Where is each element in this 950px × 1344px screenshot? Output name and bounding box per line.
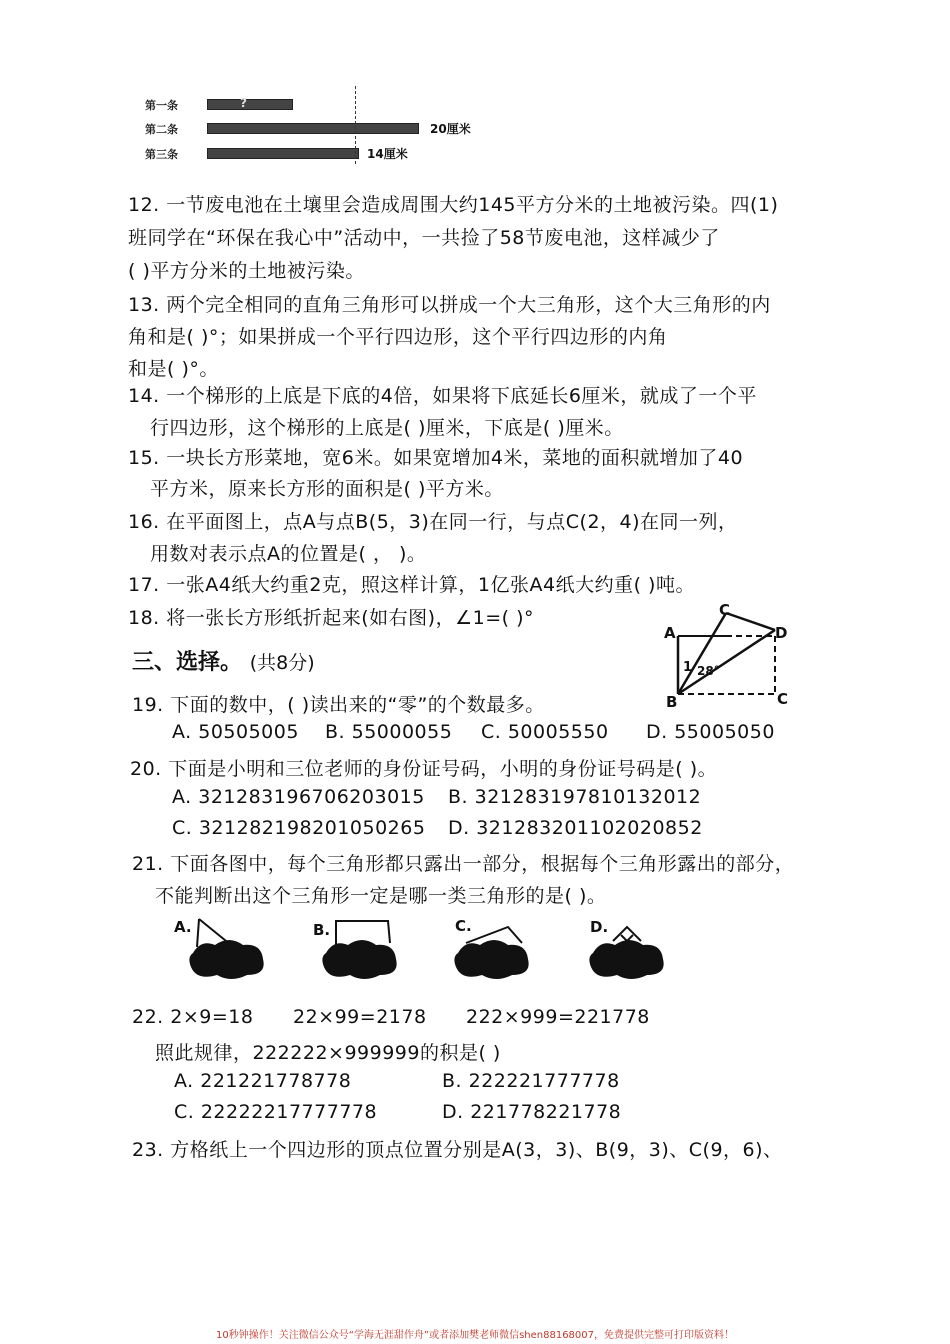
q21-fig-label-a: A. <box>174 918 192 936</box>
section3-heading <box>132 645 315 676</box>
q12-line2: 班同学在“环保在我心中”活动中，一共捡了58节废电池，这样减少了 <box>128 227 720 249</box>
bar-2-value: 20厘米 <box>430 122 471 136</box>
fold-label-a: A <box>664 624 676 642</box>
q21-line1: 21. 下面各图中，每个三角形都只露出一部分，根据每个三角形露出的部分， <box>132 853 795 875</box>
bar-label-1: 第一条 <box>145 99 178 112</box>
q22-option-a: A. 221221778778 <box>174 1070 352 1092</box>
bar-2 <box>207 123 419 134</box>
fold-label-c-bottom: C <box>777 690 789 708</box>
q22-example-3: 222×999=221778 <box>466 1006 650 1028</box>
q16-line2: 用数对表示点A的位置是( ， )。 <box>150 543 427 565</box>
q18: 18. 将一张长方形纸折起来(如右图)，∠1=( )° <box>128 607 534 629</box>
q14-line2: 行四边形，这个梯形的上底是( )厘米，下底是( )厘米。 <box>150 417 624 439</box>
q22-example-1: 22. 2×9=18 <box>132 1006 254 1028</box>
fold-angle-1: 1 <box>683 660 693 675</box>
q19-option-b: B. 55000055 <box>325 721 453 743</box>
q20-option-d: D. 321283201102020852 <box>448 817 703 839</box>
q22-option-c: C. 22222217777778 <box>174 1101 378 1123</box>
q12-line1: 12. 一节废电池在土壤里会造成周围大约145平方分米的土地被污染。四(1) <box>128 194 779 216</box>
q19-stem: 19. 下面的数中，( )读出来的“零”的个数最多。 <box>132 694 545 716</box>
bar-3-value: 14厘米 <box>367 147 408 161</box>
q22-stem: 照此规律，222222×999999的积是( ) <box>155 1042 501 1064</box>
fold-label-b: B <box>666 693 678 711</box>
q14-line1: 14. 一个梯形的上底是下底的4倍，如果将下底延长6厘米，就成了一个平 <box>128 385 757 407</box>
footer-note: 10秒钟操作！关注微信公众号“学海无涯甜作舟”或者添加樊老师微信shen88168007，免费提供完整可打印版资料！ <box>215 1330 735 1341</box>
fold-label-c-top: C <box>719 601 731 619</box>
q21-fig-c <box>450 915 535 985</box>
q19-option-c: C. 50005550 <box>481 721 609 743</box>
fold-angle-28: 28° <box>697 664 720 678</box>
q21-line2: 不能判断出这个三角形一定是哪一类三角形的是( )。 <box>155 885 607 907</box>
q17: 17. 一张A4纸大约重2克，照这样计算，1亿张A4纸大约重( )吨。 <box>128 574 695 596</box>
q15-line2: 平方米，原来长方形的面积是( )平方米。 <box>150 478 504 500</box>
bar-1 <box>207 99 293 110</box>
q13-line3: 和是( )°。 <box>128 358 219 380</box>
bar-1-value: ? <box>240 96 247 110</box>
section3-score: (共8分) <box>249 652 315 674</box>
q21-fig-label-c: C. <box>455 917 472 935</box>
fold-label-d: D <box>775 624 788 642</box>
q22-option-d: D. 221778221778 <box>442 1101 622 1123</box>
q19-option-d: D. 55005050 <box>646 721 775 743</box>
q15-line1: 15. 一块长方形菜地，宽6米。如果宽增加4米，菜地的面积就增加了40 <box>128 447 744 469</box>
q20-stem: 20. 下面是小明和三位老师的身份证号码，小明的身份证号码是( )。 <box>130 758 718 780</box>
q13-line2: 角和是( )°；如果拼成一个平行四边形，这个平行四边形的内角 <box>128 326 668 348</box>
q21-fig-label-b: B. <box>313 921 331 939</box>
q13-line1: 13. 两个完全相同的直角三角形可以拼成一个大三角形，这个大三角形的内 <box>128 294 771 316</box>
q20-option-a: A. 321283196706203015 <box>172 786 425 808</box>
q19-option-a: A. 50505005 <box>172 721 299 743</box>
q22-option-b: B. 222221777778 <box>442 1070 620 1092</box>
bar-3 <box>207 148 359 159</box>
q21-fig-label-d: D. <box>590 918 609 936</box>
q22-example-2: 22×99=2178 <box>293 1006 427 1028</box>
q12-line3: ( )平方分米的土地被污染。 <box>128 260 365 282</box>
q16-line1: 16. 在平面图上，点A与点B(5，3)在同一行，与点C(2，4)在同一列， <box>128 511 738 533</box>
dashed-guide <box>355 86 356 164</box>
q20-option-c: C. 321282198201050265 <box>172 817 426 839</box>
bar-label-3: 第三条 <box>145 148 178 161</box>
q23-stem: 23. 方格纸上一个四边形的顶点位置分别是A(3，3)、B(9，3)、C(9，6)、 <box>132 1139 783 1161</box>
q20-option-b: B. 321283197810132012 <box>448 786 702 808</box>
q21-fig-b <box>318 915 403 985</box>
q21-fig-a <box>185 915 270 985</box>
bar-label-2: 第二条 <box>145 123 178 136</box>
section3-title: 三、选择。 <box>132 650 243 675</box>
q21-fig-d <box>585 915 670 985</box>
